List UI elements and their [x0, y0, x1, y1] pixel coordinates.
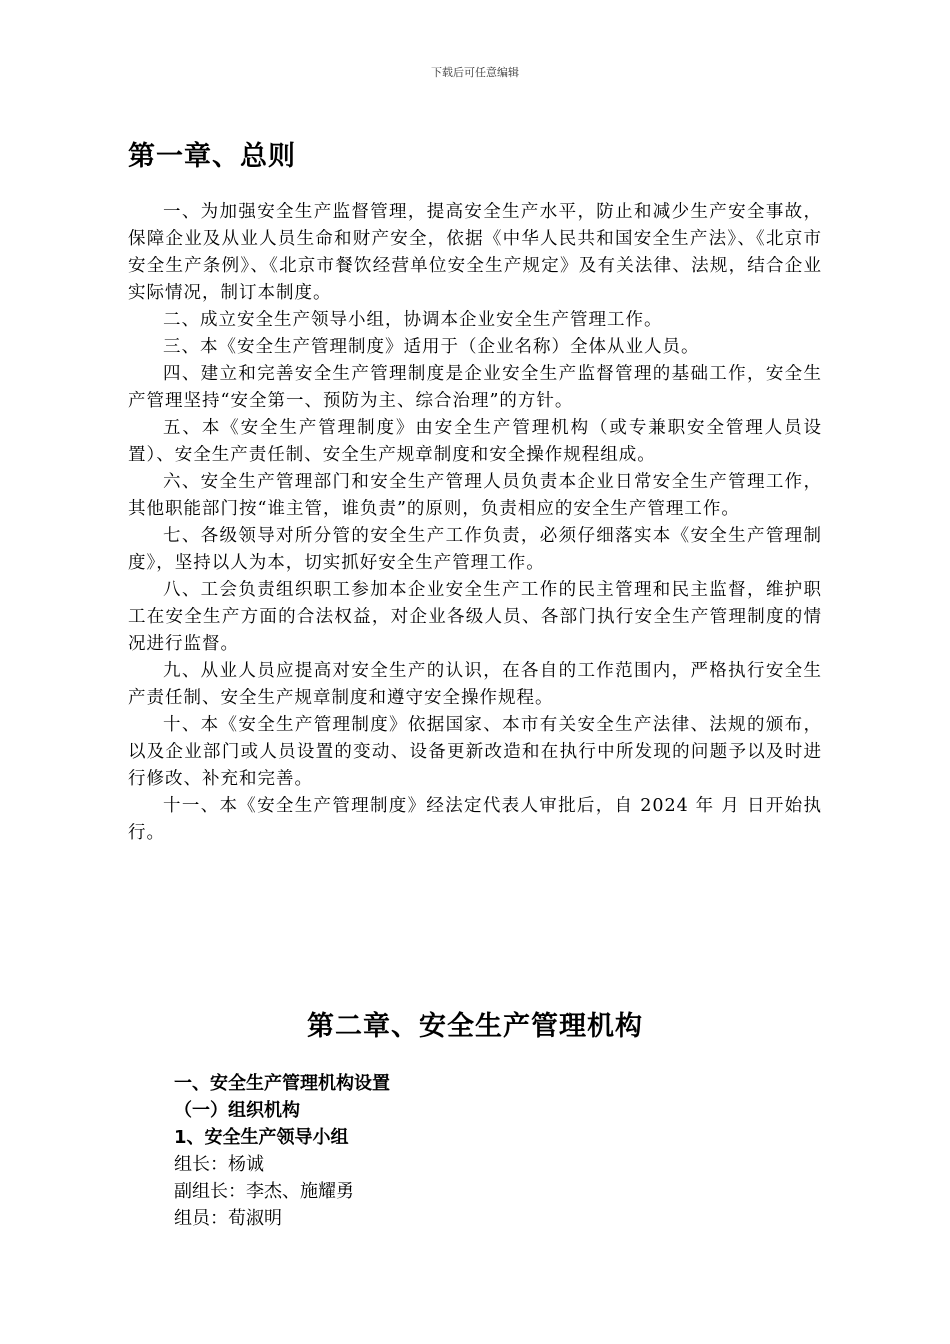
- group-member: 组员：荀淑明: [174, 1208, 282, 1229]
- page-header-note: 下载后可任意编辑: [431, 66, 519, 79]
- paragraph-3: 三、本《安全生产管理制度》适用于（企业名称）全体从业人员。: [163, 337, 700, 357]
- paragraph-10: 十、本《安全生产管理制度》依据国家、本市有关安全生产法律、法规的颁布，以及企业部门或人员设置的变动、设备更新改造和在执行中所发现的问题予以及时进行修改、补充和完善。: [128, 715, 822, 789]
- chapter-2-outline: [174, 1070, 390, 1232]
- paragraph-7: 七、各级领导对所分管的安全生产工作负责，必须仔细落实本《安全生产管理制度》，坚持以人为本，切实抓好安全生产管理工作。: [128, 526, 822, 573]
- paragraph-11: 十一、本《安全生产管理制度》经法定代表人审批后，自 2024 年 月 日开始执行。: [128, 796, 822, 843]
- section-heading: 一、安全生产管理机构设置: [174, 1073, 390, 1094]
- paragraph-9: 九、从业人员应提高对安全生产的认识，在各自的工作范围内，严格执行安全生产责任制、安全生产规章制度和遵守安全操作规程。: [128, 661, 822, 708]
- paragraph-8: 八、工会负责组织职工参加本企业安全生产工作的民主管理和民主监督，维护职工在安全生产方面的合法权益，对企业各级人员、各部门执行安全生产管理制度的情况进行监督。: [128, 580, 822, 654]
- group-leader: 组长：杨诚: [174, 1154, 264, 1175]
- paragraph-4: 四、建立和完善安全生产管理制度是企业安全生产监督管理的基础工作，安全生产管理坚持“安全第一、预防为主、综合治理”的方针。: [128, 364, 822, 411]
- paragraph-6: 六、安全生产管理部门和安全生产管理人员负责本企业日常安全生产管理工作，其他职能部门按“谁主管，谁负责”的原则，负责相应的安全生产管理工作。: [128, 472, 822, 519]
- group-deputy-leaders: 副组长：李杰、施耀勇: [174, 1181, 354, 1202]
- subsection-heading: （一）组织机构: [174, 1100, 300, 1121]
- item-heading: 1、安全生产领导小组: [174, 1127, 349, 1148]
- chapter-1-body: [128, 199, 822, 847]
- paragraph-5: 五、本《安全生产管理制度》由安全生产管理机构（或专兼职安全管理人员设置）、安全生产责任制、安全生产规章制度和安全操作规程组成。: [128, 418, 822, 465]
- paragraph-1: 一、为加强安全生产监督管理，提高安全生产水平，防止和减少生产安全事故，保障企业及从业人员生命和财产安全，依据《中华人民共和国安全生产法》、《北京市安全生产条例》、《北京市餐饮经营单位安全生产规定》及有关法律、法规，结合企业实际情况，制订本制度。: [128, 202, 822, 303]
- paragraph-2: 二、成立安全生产领导小组，协调本企业安全生产管理工作。: [163, 310, 663, 330]
- chapter-1-title: 第一章、总则: [128, 141, 296, 172]
- chapter-2-title: 第二章、安全生产管理机构: [307, 1011, 643, 1042]
